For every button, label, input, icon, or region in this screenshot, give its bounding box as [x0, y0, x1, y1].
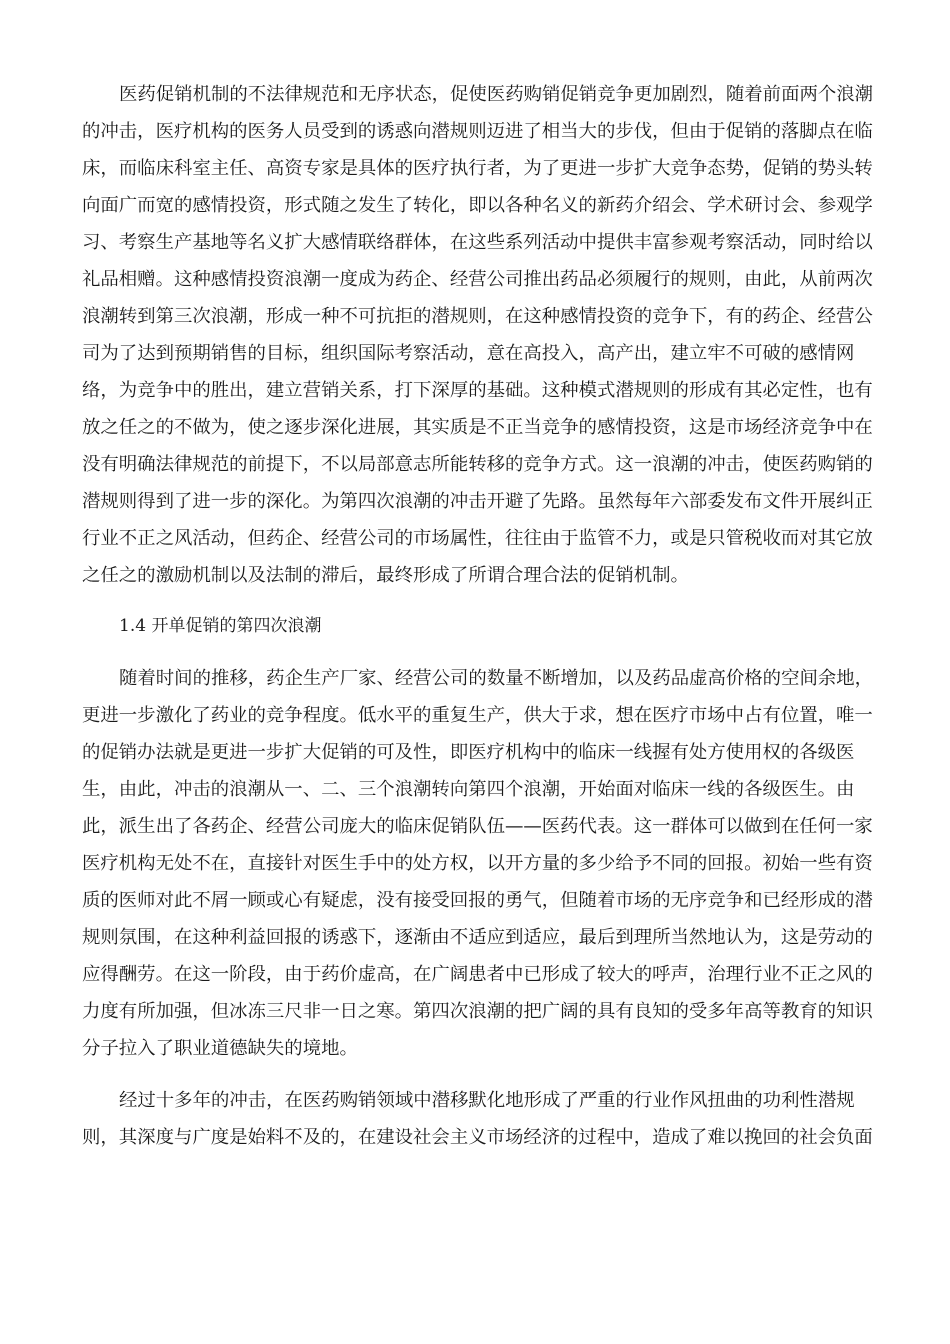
paragraph-1-line-8: 司为了达到预期销售的目标，组织国际考察活动，意在高投入，高产出，建立牢不可破的感情网 [82, 343, 855, 364]
paragraph-2-line-9: 应得酬劳。在这一阶段，由于药价虚高，在广阔患者中已形成了较大的呼声，治理行业不正之风的 [82, 964, 873, 985]
paragraph-1-line-7: 浪潮转到第三次浪潮，形成一种不可抗拒的潜规则，在这种感情投资的竞争下，有的药企、经营公 [82, 306, 873, 327]
paragraph-2-line-11: 分子拉入了职业道德缺失的境地。 [82, 1038, 358, 1059]
paragraph-1-line-11: 没有明确法律规范的前提下，不以局部意志所能转移的竞争方式。这一浪潮的冲击，使医药购销的 [82, 454, 873, 475]
paragraph-2-line-2: 更进一步激化了药业的竞争程度。低水平的重复生产，供大于求，想在医疗市场中占有位置，唯一 [82, 705, 873, 726]
paragraph-1-line-5: 习、考察生产基地等名义扩大感情联络群体，在这些系列活动中提供丰富参观考察活动，同时给以 [82, 232, 873, 253]
paragraph-1-line-4: 向面广而宽的感情投资，形式随之发生了转化，即以各种名义的新药介绍会、学术研讨会、参观学 [82, 195, 873, 216]
paragraph-1-line-12: 潜规则得到了进一步的深化。为第四次浪潮的冲击开避了先路。虽然每年六部委发布文件开展纠正 [82, 491, 873, 512]
paragraph-2-line-4: 生，由此，冲击的浪潮从一、二、三个浪潮转向第四个浪潮，开始面对临床一线的各级医生。由 [82, 779, 855, 800]
paragraph-1-line-3: 床，而临床科室主任、高资专家是具体的医疗执行者，为了更进一步扩大竞争态势，促销的势头转 [82, 158, 873, 179]
paragraph-2-line-3: 的促销办法就是更进一步扩大促销的可及性，即医疗机构中的临床一线握有处方使用权的各级医 [82, 742, 855, 763]
paragraph-1-line-10: 放之任之的不做为，使之逐步深化进展，其实质是不正当竞争的感情投资，这是市场经济竞争中在 [82, 417, 873, 438]
paragraph-2-line-10: 力度有所加强，但冰冻三尺非一日之寒。第四次浪潮的把广阔的具有良知的受多年高等教育的知识 [82, 1001, 873, 1022]
paragraph-2-line-6: 医疗机构无处不在，直接针对医生手中的处方权，以开方量的多少给予不同的回报。初始一些有资 [82, 853, 873, 874]
paragraph-1-line-9: 络，为竞争中的胜出，建立营销关系，打下深厚的基础。这种模式潜规则的形成有其必定性，也有 [82, 380, 873, 401]
paragraph-2-line-1: 随着时间的推移，药企生产厂家、经营公司的数量不断增加，以及药品虚高价格的空间余地， [119, 668, 874, 689]
paragraph-2-line-5: 此，派生出了各药企、经营公司庞大的临床促销队伍——医药代表。这一群体可以做到在任何一家 [82, 816, 873, 837]
paragraph-1-line-6: 礼品相赠。这种感情投资浪潮一度成为药企、经营公司推出药品必须履行的规则，由此，从前两次 [82, 269, 873, 290]
paragraph-1-line-14: 之任之的激励机制以及法制的滞后，最终形成了所谓合理合法的促销机制。 [82, 565, 689, 586]
paragraph-1-line-1: 医药促销机制的不法律规范和无序状态，促使医药购销促销竞争更加剧烈，随着前面两个浪潮 [119, 84, 874, 105]
section-heading: 1.4 开单促销的第四次浪潮 [119, 616, 322, 636]
paragraph-3-line-1: 经过十多年的冲击，在医药购销领域中潜移默化地形成了严重的行业作风扭曲的功利性潜规 [119, 1090, 855, 1111]
paragraph-1-line-2: 的冲击，医疗机构的医务人员受到的诱惑向潜规则迈进了相当大的步伐，但由于促销的落脚点在临 [82, 121, 873, 142]
paragraph-2-line-8: 规则氛围，在这种利益回报的诱惑下，逐渐由不适应到适应，最后到理所当然地认为，这是劳动的 [82, 927, 873, 948]
paragraph-3-line-2: 则，其深度与广度是始料不及的，在建设社会主义市场经济的过程中，造成了难以挽回的社会负面 [82, 1127, 873, 1148]
paragraph-1-line-13: 行业不正之风活动，但药企、经营公司的市场属性，往往由于监管不力，或是只管税收而对其它放 [82, 528, 873, 549]
paragraph-2-line-7: 质的医师对此不屑一顾或心有疑虑，没有接受回报的勇气，但随着市场的无序竞争和已经形成的潜 [82, 890, 873, 911]
